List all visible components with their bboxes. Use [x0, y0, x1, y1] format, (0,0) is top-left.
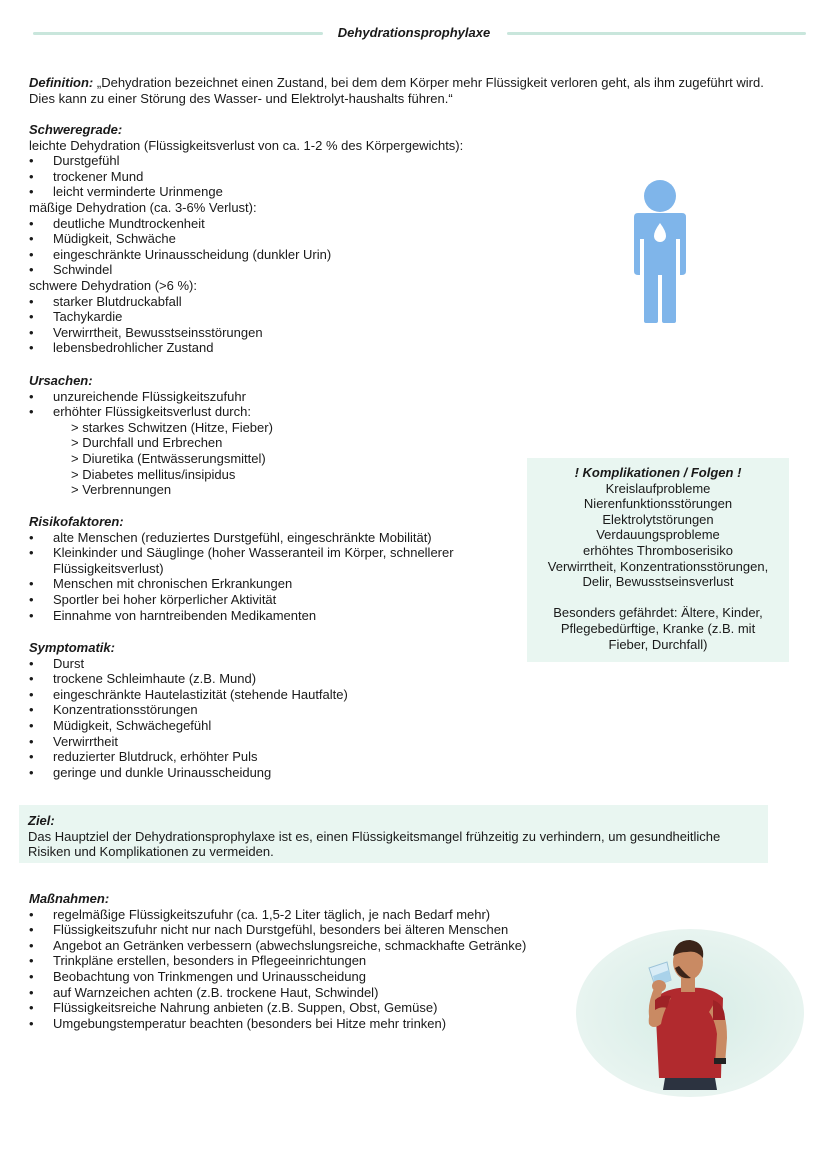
list-item: • Verwirrtheit [29, 734, 509, 750]
massnahmen-list [29, 907, 574, 1032]
list-item: • trockener Mund [29, 169, 529, 185]
level-light-heading: leichte Dehydration (Flüssigkeitsverlust von ca. 1-2 % des Körpergewichts): [29, 137, 464, 153]
ursachen-section [29, 373, 509, 498]
komplikation-line: erhöhtes Thromboserisiko [582, 542, 734, 558]
level-light-list [29, 153, 529, 200]
list-item: • unzureichende Flüssigkeitszufuhr [29, 389, 509, 405]
ursachen-label: Ursachen: [29, 373, 93, 388]
list-item: • Einnahme von harntreibenden Medikamenten [29, 608, 499, 624]
sub-list-item: > Durchfall und Erbrechen [71, 435, 223, 451]
list-item: • Angebot an Getränken verbessern (abwechslungsreiche, schmackhafte Getränke) [29, 938, 574, 954]
list-item: • Tachykardie [29, 309, 529, 325]
schweregrade-section [29, 122, 529, 356]
ziel-box [19, 805, 768, 863]
person-drinking-water-illustration [575, 928, 805, 1098]
definition-section [29, 75, 779, 106]
person-water-drop-icon [628, 179, 692, 323]
massnahmen-section [29, 891, 574, 1031]
komplikationen-title: ! Komplikationen / Folgen ! [574, 465, 742, 480]
list-item: • Durstgefühl [29, 153, 529, 169]
list-item: • alte Menschen (reduziertes Durstgefühl, eingeschränkte Mobilität) [29, 530, 499, 546]
massnahmen-label: Maßnahmen: [29, 891, 110, 906]
symptomatik-section [29, 640, 509, 780]
risikofaktoren-section [29, 514, 499, 623]
list-item: • Durst [29, 656, 509, 672]
gefaehrdet-text: Besonders gefährdet: Ältere, Kinder, Pflegebedürftige, Kranke (z.B. mit Fieber, Durchfall) [553, 605, 763, 652]
sub-list-item: > Diuretika (Entwässerungsmittel) [71, 450, 266, 466]
level-moderate-list [29, 216, 529, 278]
list-item: • auf Warnzeichen achten (z.B. trockene Haut, Schwindel) [29, 985, 574, 1001]
komplikation-line: Elektrolytstörungen [602, 511, 714, 527]
list-item: • Umgebungstemperatur beachten (besonders bei Hitze mehr trinken) [29, 1016, 574, 1032]
list-item: • erhöhter Flüssigkeitsverlust durch: [29, 404, 509, 420]
list-item: • Müdigkeit, Schwäche [29, 231, 529, 247]
ursachen-sub-list [29, 420, 509, 498]
risikofaktoren-label: Risikofaktoren: [29, 514, 124, 529]
list-item: • leicht verminderte Urinmenge [29, 184, 529, 200]
komplikation-line: Verwirrtheit, Konzentrationsstörungen, [547, 558, 769, 574]
list-item: • eingeschränkte Hautelastizität (stehende Hautfalte) [29, 687, 509, 703]
list-item: • lebensbedrohlicher Zustand [29, 340, 529, 356]
level-moderate-heading: mäßige Dehydration (ca. 3-6% Verlust): [29, 199, 257, 215]
level-severe-list [29, 294, 529, 356]
list-item: • Beobachtung von Trinkmengen und Urinausscheidung [29, 969, 574, 985]
list-item: • deutliche Mundtrockenheit [29, 216, 529, 232]
list-item: • Flüssigkeitszufuhr nicht nur nach Durstgefühl, besonders bei älteren Menschen [29, 922, 574, 938]
list-item: • reduzierter Blutdruck, erhöhter Puls [29, 749, 509, 765]
komplikation-line: Kreislaufprobleme [605, 480, 711, 496]
sub-list-item: > starkes Schwitzen (Hitze, Fieber) [71, 419, 273, 435]
schweregrade-label: Schweregrade: [29, 122, 123, 137]
symptomatik-list [29, 656, 509, 781]
list-item: • regelmäßige Flüssigkeitszufuhr (ca. 1,5-2 Liter täglich, je nach Bedarf mehr) [29, 907, 574, 923]
level-severe-heading: schwere Dehydration (>6 %): [29, 277, 197, 293]
risikofaktoren-list [29, 530, 499, 624]
komplikation-line: Nierenfunktionsstörungen [583, 496, 733, 512]
list-item: • eingeschränkte Urinausscheidung (dunkler Urin) [29, 247, 529, 263]
page-title: Dehydrationsprophylaxe [337, 25, 491, 40]
list-item: • starker Blutdruckabfall [29, 294, 529, 310]
list-item: • Trinkpläne erstellen, besonders in Pflegeeinrichtungen [29, 953, 574, 969]
list-item: • Verwirrtheit, Bewusstseinsstörungen [29, 325, 529, 341]
komplikationen-box [527, 458, 789, 662]
list-item: • Schwindel [29, 262, 529, 278]
list-item: • Menschen mit chronischen Erkrankungen [29, 576, 499, 592]
list-item: • geringe und dunkle Urinausscheidung [29, 765, 509, 781]
list-item: • Flüssigkeitsreiche Nahrung anbieten (z.B. Suppen, Obst, Gemüse) [29, 1000, 574, 1016]
definition-label: Definition: [29, 75, 94, 90]
ziel-label: Ziel: [28, 813, 55, 828]
list-item: • Kleinkinder und Säuglinge (hoher Wasseranteil im Körper, schnellerer Flüssigkeitsverlust) [29, 545, 499, 576]
ziel-text: Das Hauptziel der Dehydrationsprophylaxe ist es, einen Flüssigkeitsmangel frühzeitig zu verhindern, um gesundheitliche Risiken und Komplikationen zu vermeiden. [28, 828, 721, 860]
list-item: • Müdigkeit, Schwächegefühl [29, 718, 509, 734]
komplikation-line: Delir, Bewusstseinsverlust [582, 574, 734, 590]
sub-list-item: > Diabetes mellitus/insipidus [71, 466, 236, 482]
sub-list-item: > Verbrennungen [71, 482, 172, 498]
definition-text: „Dehydration bezeichnet einen Zustand, bei dem dem Körper mehr Flüssigkeit verloren geht, als ihm zugeführt wird. Dies kann zu einer Störung des Wasser- und Elektrolyt-haushalts führen.“ [29, 75, 764, 106]
list-item: • Konzentrationsstörungen [29, 702, 509, 718]
list-item: • trockene Schleimhaute (z.B. Mund) [29, 671, 509, 687]
list-item: • Sportler bei hoher körperlicher Aktivität [29, 592, 499, 608]
symptomatik-label: Symptomatik: [29, 640, 115, 655]
komplikation-line: Verdauungsprobleme [596, 527, 720, 543]
ursachen-list [29, 389, 509, 420]
